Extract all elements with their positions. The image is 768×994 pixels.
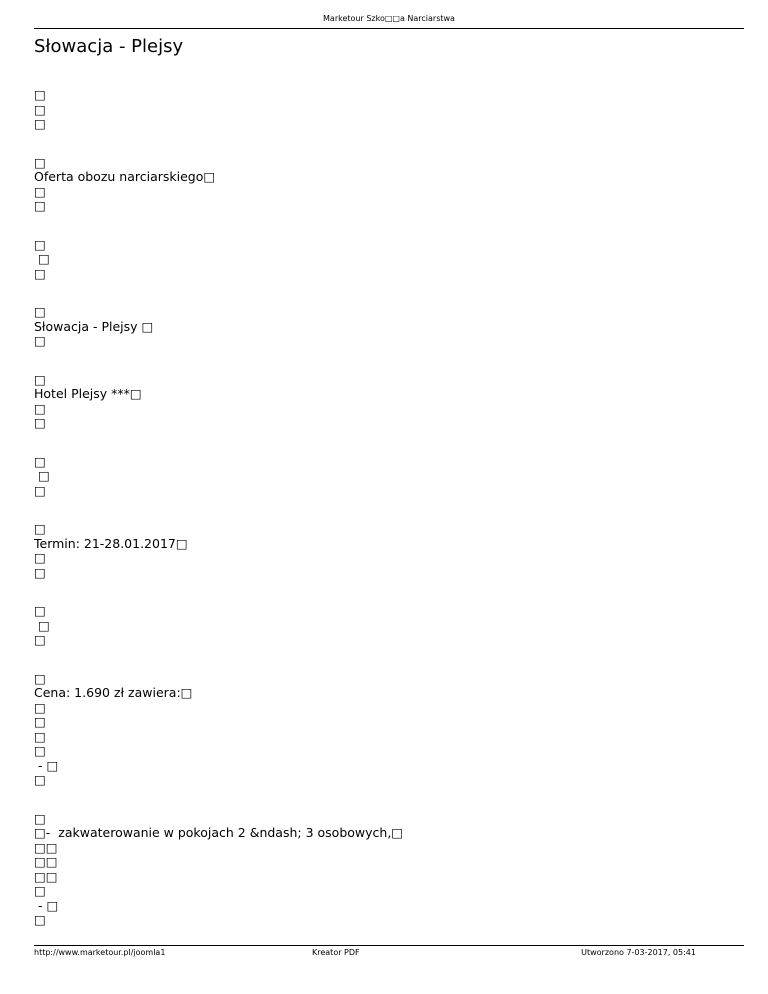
document-line: □ [34, 617, 50, 633]
document-line: □ [34, 810, 46, 826]
document-line: □ [34, 632, 46, 647]
paragraph-gap [34, 281, 744, 305]
paragraph-gap [34, 648, 744, 672]
document-line: □ [34, 603, 46, 618]
document-line: □ [34, 468, 50, 483]
document-line: □ [34, 699, 46, 715]
document-line: □ [34, 912, 46, 927]
document-line: □□ [34, 854, 58, 869]
document-line: □ [34, 772, 46, 787]
paragraph-gap [34, 580, 744, 604]
document-line: □ [34, 183, 46, 199]
document-line: □ [34, 87, 46, 102]
document-line: Termin: 21-28.01.2017□ [34, 535, 188, 551]
pdf-page-header: Marketour Szko□□a Narciarstwa [323, 14, 455, 23]
document-line: □ [34, 714, 46, 729]
document-line: □- zakwaterowanie w pokojach 2 &ndash; 3 osobowych,□ [34, 825, 404, 840]
document-line: □ [34, 198, 46, 213]
document-line: □ [34, 304, 46, 319]
document-line: □ [34, 670, 46, 686]
paragraph-gap [34, 498, 744, 522]
paragraph-gap [34, 431, 744, 455]
document-line: □ [34, 371, 46, 387]
document-line: □ [34, 453, 46, 469]
document-line: □ [34, 521, 46, 536]
document-body [34, 88, 744, 928]
document-line: Cena: 1.690 zł zawiera:□ [34, 685, 193, 700]
document-line: □ [34, 743, 46, 758]
document-line: □ [34, 333, 46, 348]
footer-divider [34, 945, 744, 946]
paragraph-gap [34, 214, 744, 238]
document-line: □ [34, 116, 46, 131]
paragraph-gap [34, 132, 744, 156]
pdf-page-footer [34, 947, 744, 958]
document-line: □ [34, 154, 46, 170]
document-line: □ [34, 415, 46, 430]
document-line: □ [34, 251, 50, 266]
paragraph-gap [34, 788, 744, 812]
footer-created-date: Utworzono 7-03-2017, 05:41 [581, 948, 696, 957]
document-line: - □ [34, 757, 59, 773]
document-line: □ [34, 236, 46, 252]
document-line: □□ [34, 868, 58, 884]
paragraph-gap [34, 349, 744, 373]
document-line: Oferta obozu narciarskiego□ [34, 169, 216, 184]
page-title: Słowacja - Plejsy [34, 36, 184, 57]
footer-url: http://www.marketour.pl/joomla1 [34, 948, 166, 957]
document-line: □ [34, 728, 46, 744]
document-line: □ [34, 883, 46, 898]
header-divider [34, 28, 744, 29]
document-line: Hotel Plejsy ***□ [34, 386, 142, 401]
document-line: □ [34, 265, 46, 281]
document-line: □ [34, 482, 46, 498]
document-line: □□ [34, 839, 58, 855]
document-line: □ [34, 101, 46, 117]
document-line: □ [34, 400, 46, 416]
document-line: Słowacja - Plejsy □ [34, 318, 154, 334]
document-line: - □ [34, 897, 59, 913]
document-line: □ [34, 550, 46, 565]
document-line: □ [34, 564, 46, 580]
footer-generator: Kreator PDF [312, 948, 360, 957]
